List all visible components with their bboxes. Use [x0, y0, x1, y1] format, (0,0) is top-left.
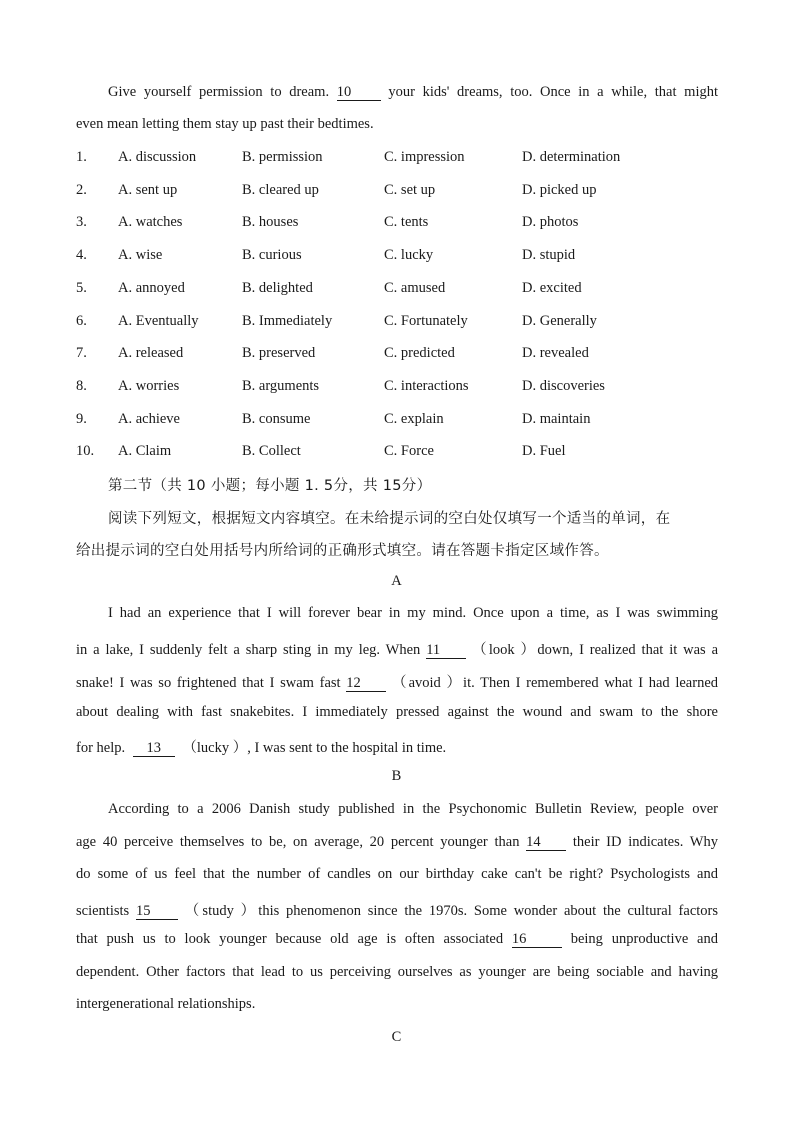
option-number: 10.: [76, 443, 95, 460]
option-d: D. Fuel: [522, 443, 566, 460]
option-b: B. curious: [242, 247, 302, 264]
option-a: A. watches: [118, 214, 183, 231]
blank-15: 15: [136, 904, 178, 920]
passage-c-label: C: [391, 1029, 402, 1045]
option-b: B. houses: [242, 214, 299, 231]
option-number: 4.: [76, 247, 87, 264]
passage-a-line-1: I had an experience that I will forever bear in my mind. Once upon a time, as I was swimming: [108, 605, 718, 621]
passage-b-line-2: [76, 834, 718, 851]
passage-b-line-6: dependent. Other factors that lead to us perceiving ourselves as younger are being sociable and having: [76, 964, 718, 980]
section-heading: 第二节（共 10 小题；每小题 1. 5分，共 15分）: [108, 478, 432, 494]
option-c: C. Fortunately: [384, 312, 468, 329]
blank-12: 12: [346, 676, 386, 692]
passage-b-label: B: [391, 768, 402, 784]
option-d: D. photos: [522, 214, 579, 231]
option-number: 1.: [76, 149, 87, 165]
option-b: B. permission: [242, 149, 323, 165]
option-row: [76, 345, 718, 365]
option-d: D. excited: [522, 279, 582, 296]
text: being unproductive and: [570, 931, 718, 947]
instructions-line-2: 给出提示词的空白处用括号内所给词的正确形式填空。请在答题卡指定区域作答。: [76, 543, 609, 559]
para-top-line-1: [108, 84, 718, 101]
option-number: 6.: [76, 312, 87, 329]
option-d: D. determination: [522, 149, 621, 165]
option-d: D. Generally: [522, 312, 597, 329]
option-number: 7.: [76, 345, 87, 362]
passage-a-line-5: [76, 736, 718, 757]
text: your kids' dreams, too. Once in a while, that might: [388, 84, 718, 100]
option-c: C. Force: [384, 443, 434, 460]
option-a: A. achieve: [118, 410, 180, 427]
blank-16: 16: [512, 932, 562, 948]
option-number: 5.: [76, 279, 87, 296]
blank-11: 11: [426, 643, 466, 659]
option-row: [76, 411, 718, 431]
option-b: B. preserved: [242, 345, 316, 362]
option-d: D. picked up: [522, 181, 597, 198]
passage-b-line-5: [76, 931, 718, 948]
option-row: [76, 378, 718, 398]
option-d: D. discoveries: [522, 377, 605, 394]
text: （lucky ）, I was sent to the hospital in time.: [182, 740, 447, 756]
passage-a-label: A: [391, 573, 402, 589]
text: （avoid ）it. Then I remembered what I had learned: [392, 675, 719, 691]
text: （look ）down, I realized that it was a: [472, 642, 719, 658]
text: scientists: [76, 903, 130, 919]
option-c: C. explain: [384, 410, 444, 427]
option-a: A. sent up: [118, 181, 178, 198]
passage-b-line-1: According to a 2006 Danish study published in the Psychonomic Bulletin Review, people over: [108, 801, 718, 817]
option-b: B. cleared up: [242, 181, 319, 198]
option-b: B. delighted: [242, 279, 313, 296]
option-a: A. Eventually: [118, 312, 199, 329]
option-row: [76, 182, 718, 202]
option-c: C. amused: [384, 279, 446, 296]
option-d: D. stupid: [522, 247, 576, 264]
option-a: A. released: [118, 345, 184, 362]
blank-10: 10: [337, 85, 381, 101]
option-row: [76, 280, 718, 300]
text: snake! I was so frightened that I swam fast: [76, 675, 341, 691]
option-number: 2.: [76, 181, 87, 198]
option-b: B. arguments: [242, 377, 320, 394]
instructions-line-1: 阅读下列短文，根据短文内容填空。在未给提示词的空白处仅填写一个适当的单词，在: [108, 511, 671, 527]
text: （study ）this phenomenon since the 1970s. Some wonder about the cultural factors: [184, 903, 719, 919]
text: in a lake, I suddenly felt a sharp sting in my leg. When: [76, 642, 421, 658]
option-c: C. impression: [384, 149, 465, 165]
text: their ID indicates. Why: [572, 834, 718, 850]
option-a: A. annoyed: [118, 279, 185, 296]
option-b: B. Collect: [242, 443, 301, 460]
passage-a-line-4: about dealing with fast snakebites. I immediately pressed against the wound and swam to the shore: [76, 704, 718, 720]
option-number: 9.: [76, 410, 87, 427]
option-c: C. set up: [384, 181, 436, 198]
option-row: [76, 313, 718, 333]
passage-a-line-2: [76, 638, 718, 659]
option-row: [76, 443, 718, 463]
text: for help.: [76, 740, 126, 756]
option-d: D. maintain: [522, 410, 591, 427]
option-row: [76, 214, 718, 234]
text: Give yourself permission to dream.: [108, 84, 330, 100]
passage-a-line-3: [76, 671, 718, 692]
option-number: 8.: [76, 377, 87, 394]
option-c: C. predicted: [384, 345, 455, 362]
option-a: A. worries: [118, 377, 180, 394]
option-number: 3.: [76, 214, 87, 231]
blank-14: 14: [526, 835, 566, 851]
option-row: [76, 247, 718, 267]
passage-b-line-7: intergenerational relationships.: [76, 996, 256, 1012]
option-a: A. Claim: [118, 443, 172, 460]
text: age 40 perceive themselves to be, on average, 20 percent younger than: [76, 834, 520, 850]
option-a: A. wise: [118, 247, 163, 264]
passage-b-line-3: do some of us feel that the number of candles on our birthday cake can't be right? Psychologists and: [76, 866, 718, 882]
passage-b-line-4: [76, 899, 718, 920]
option-c: C. lucky: [384, 247, 434, 264]
text: that push us to look younger because old age is often associated: [76, 931, 504, 947]
option-a: A. discussion: [118, 149, 197, 165]
option-b: B. Immediately: [242, 312, 333, 329]
option-b: B. consume: [242, 410, 311, 427]
option-row: [76, 149, 718, 169]
option-d: D. revealed: [522, 345, 589, 362]
para-top-line-2: even mean letting them stay up past their bedtimes.: [76, 116, 374, 132]
option-c: C. tents: [384, 214, 429, 231]
option-c: C. interactions: [384, 377, 469, 394]
blank-13: 13: [133, 741, 175, 757]
